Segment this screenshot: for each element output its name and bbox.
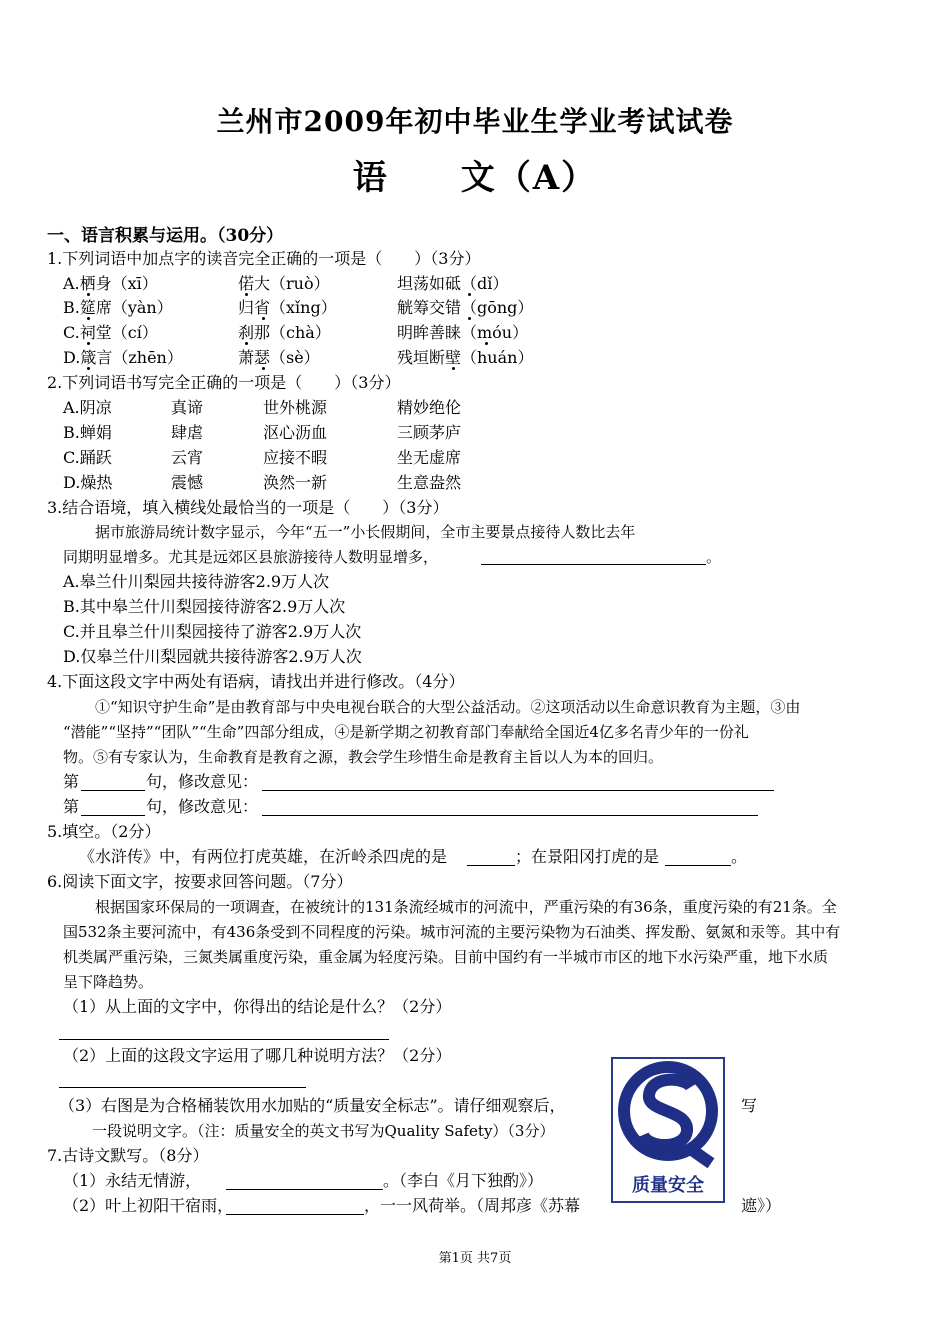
q1-option-a-3: 坦荡如砥（dǐ） — [397, 274, 509, 293]
q1-option-c-1: C.祠堂（cí） — [63, 323, 158, 342]
q4-answer-2-revision-blank[interactable] — [262, 815, 758, 816]
q2-option-b-1: B.蝉娟 — [63, 423, 112, 442]
question-2-stem: 2.下列词语书写完全正确的一项是（ ）（3分） — [47, 373, 401, 392]
q6-sub-1: （1）从上面的文字中，你得出的结论是什么？（2分） — [63, 997, 452, 1016]
q2-option-b-3: 沤心沥血 — [263, 423, 328, 442]
q7-sub-2-start: （2）叶上初阳干宿雨， — [63, 1196, 234, 1215]
question-4-stem: 4.下面这段文字中两处有语病，请找出并进行修改。（4分） — [47, 672, 465, 691]
page-title: 兰州市2009年初中毕业生学业考试试卷 — [216, 105, 734, 138]
q4-passage-line-1: ①“知识守护生命”是由教育部与中央电视台联合的大型公益活动。②这项活动以生命意识教育为主题，③由 — [95, 698, 801, 716]
q1-option-b-3: 觥筹交错（gōng） — [397, 298, 534, 317]
qs-logo-label: 质量安全 — [632, 1175, 704, 1196]
page-subtitle: 语 文（A） — [352, 158, 598, 198]
q3-passage-end: 。 — [706, 548, 722, 566]
q6-passage-line-1: 根据国家环保局的一项调查，在被统计的131条流经城市的河流中，严重污染的有36条，重度污染的有21条。全 — [95, 898, 837, 916]
q1-option-a-1: A.栖身（xī） — [63, 274, 158, 293]
q2-option-d-3: 涣然一新 — [263, 473, 328, 492]
q2-option-b-4: 三顾茅庐 — [397, 423, 462, 442]
q5-blank-1[interactable] — [467, 865, 515, 866]
q1-option-d-3: 残垣断壁（huán） — [397, 348, 534, 367]
q3-passage-line-1: 据市旅游局统计数字显示，今年“五一”小长假期间，全市主要景点接待人数比去年 — [95, 523, 636, 541]
q4-passage-line-3: 物。⑤有专家认为，生命教育是教育之源，教会学生珍惜生命是教育主旨以人为本的回归。 — [63, 748, 664, 766]
q4-answer-1-sentence-blank[interactable] — [81, 790, 145, 791]
question-7-stem: 7.古诗文默写。（8分） — [47, 1146, 209, 1165]
page-footer: 第1页 共7页 — [438, 1251, 512, 1266]
q2-option-c-1: C.踊跃 — [63, 448, 112, 467]
q2-option-b-2: 肆虐 — [171, 423, 204, 442]
q7-sub-2-blank[interactable] — [226, 1214, 364, 1215]
q4-answer-1-revision-blank[interactable] — [262, 790, 774, 791]
q3-option-d: D.仅皋兰什川梨园就共接待游客2.9万人次 — [63, 647, 362, 666]
q3-option-a: A.皋兰什川梨园共接待游客2.9万人次 — [63, 572, 330, 591]
q1-option-d-1: D.箴言（zhēn） — [63, 348, 183, 367]
quality-safety-logo — [611, 1057, 725, 1203]
q2-option-c-4: 坐无虚席 — [397, 448, 462, 467]
q7-sub-2-end: 遮》） — [741, 1196, 782, 1215]
q2-option-c-2: 云宵 — [171, 448, 204, 467]
q6-sub-2: （2）上面的这段文字运用了哪几种说明方法？（2分） — [63, 1046, 452, 1065]
q7-sub-2-mid: ，一一风荷举。（周邦彦《苏幕 — [364, 1196, 581, 1215]
q2-option-d-2: 震憾 — [171, 473, 204, 492]
q2-option-a-4: 精妙绝伦 — [397, 398, 462, 417]
question-5-stem: 5.填空。（2分） — [47, 822, 161, 841]
q2-option-a-3: 世外桃源 — [263, 398, 328, 417]
section-heading: 一、语言积累与运用。（30分） — [47, 226, 284, 246]
q4-answer-1-suffix: 句，修改意见： — [146, 772, 259, 791]
q2-option-d-1: D.燥热 — [63, 473, 113, 492]
q2-option-d-4: 生意盎然 — [397, 473, 462, 492]
q7-sub-1-end: 。（李白《月下独酌》） — [383, 1171, 544, 1190]
q6-passage-line-3: 机类属严重污染，三氮类属重度污染，重金属为轻度污染。目前中国约有一半城市市区的地下水污染严重，地下水质 — [63, 948, 829, 966]
q6-sub-2-blank[interactable] — [59, 1087, 306, 1088]
question-6-stem: 6.阅读下面文字，按要求回答问题。（7分） — [47, 872, 353, 891]
q3-passage-line-2: 同期明显增多。尤其是远郊区县旅游接待人数明显增多， — [63, 548, 439, 566]
q4-answer-1-label: 第 — [63, 772, 80, 791]
q1-option-b-2: 归省（xǐng） — [238, 298, 337, 317]
q1-option-b-1: B.筵席（yàn） — [63, 298, 173, 317]
question-3-stem: 3.结合语境，填入横线处最恰当的一项是（ ）（3分） — [47, 498, 449, 517]
q4-answer-2-suffix: 句，修改意见： — [146, 797, 259, 816]
q1-option-c-2: 刹那（chà） — [238, 323, 331, 342]
q3-option-b: B.其中皋兰什川梨园接待游客2.9万人次 — [63, 597, 346, 616]
q4-answer-2-sentence-blank[interactable] — [81, 815, 145, 816]
q4-passage-line-2: “潜能”“坚持”“团队”“生命”四部分组成，④是新学期之初教育部门奉献给全国近4亿多名青少年的一份礼 — [63, 723, 749, 741]
question-1-stem: 1.下列词语中加点字的读音完全正确的一项是（ ）（3分） — [47, 249, 481, 268]
q6-sub-3-line-1: （3）右图是为合格桶装饮用水加贴的“质量安全标志”。请仔细观察后， — [59, 1096, 566, 1115]
emphasis-dots — [0, 274, 950, 294]
q7-sub-1-start: （1）永结无情游， — [63, 1171, 202, 1190]
q6-sub-1-blank[interactable] — [59, 1039, 389, 1040]
q5-text-2: ；在景阳冈打虎的是 — [515, 847, 660, 866]
q6-passage-line-2: 国532条主要河流中，有436条受到不同程度的污染。城市河流的主要污染物为石油类、挥发酚、氨氮和汞等。其中有 — [63, 923, 841, 941]
q2-option-c-3: 应接不暇 — [263, 448, 328, 467]
q5-text-3: 。 — [731, 847, 748, 866]
q6-sub-3-line-2: 一段说明文字。（注：质量安全的英文书写为Quality Safety）（3分） — [92, 1122, 555, 1140]
q5-blank-2[interactable] — [665, 865, 731, 866]
q6-sub-3-line-1-end: 写 — [741, 1096, 758, 1115]
q5-text-1: 《水浒传》中，有两位打虎英雄，在沂岭杀四虎的是 — [79, 847, 448, 866]
q1-option-d-2: 萧瑟（sè） — [238, 348, 320, 367]
q1-option-a-2: 偌大（ruò） — [238, 274, 330, 293]
q4-answer-2-label: 第 — [63, 797, 80, 816]
q3-answer-blank[interactable] — [481, 564, 706, 565]
q3-option-c: C.并且皋兰什川梨园接待了游客2.9万人次 — [63, 622, 362, 641]
q2-option-a-1: A.阴凉 — [63, 398, 112, 417]
q1-option-c-3: 明眸善睐（móu） — [397, 323, 529, 342]
q7-sub-1-blank[interactable] — [226, 1189, 383, 1190]
q6-passage-line-4: 呈下降趋势。 — [63, 973, 154, 991]
q2-option-a-2: 真谛 — [171, 398, 204, 417]
